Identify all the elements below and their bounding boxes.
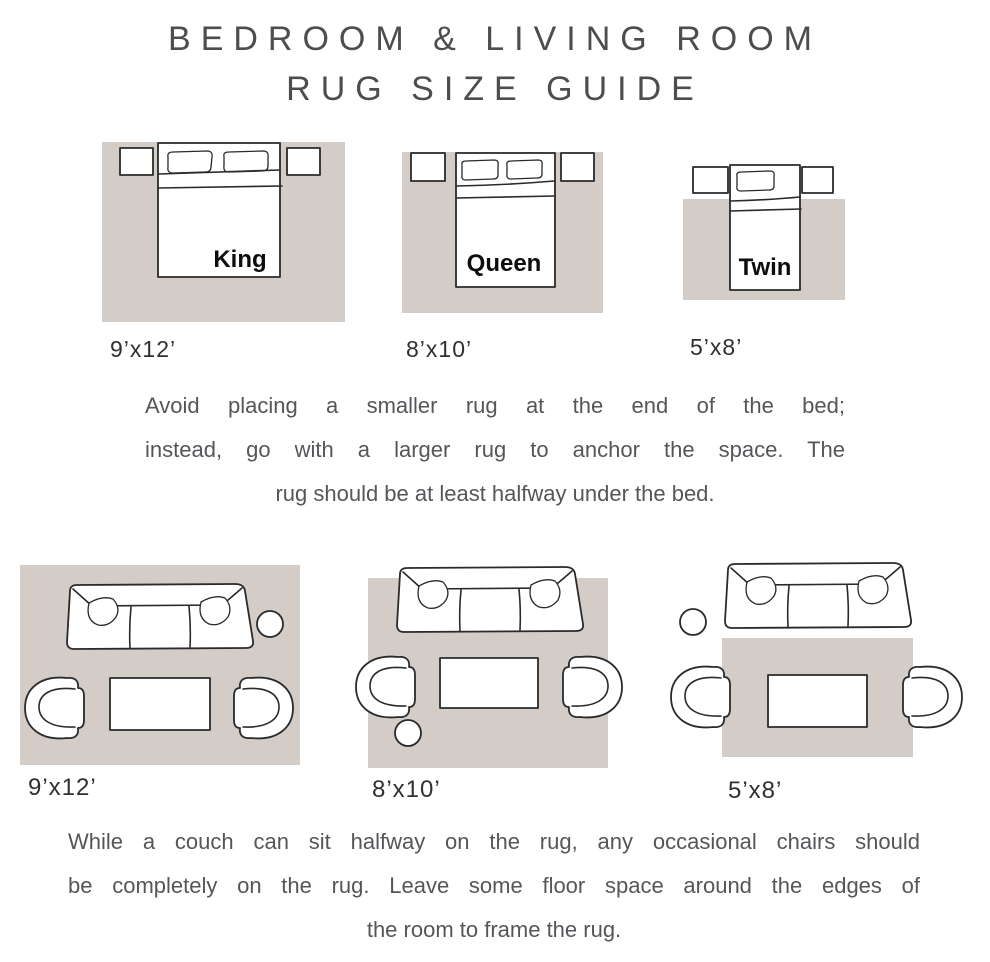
bed-size-name: Twin — [738, 254, 792, 281]
sofa-icon — [397, 567, 583, 632]
bedroom-note-line-3: rug should be at least halfway under the bed. — [275, 481, 715, 506]
armchair-icon — [234, 678, 293, 739]
rug-dimension-label: 9’x12’ — [110, 336, 177, 362]
armchair-icon — [356, 657, 415, 718]
pillow-icon — [168, 151, 212, 173]
living-note-line-1: While a couch can sit halfway on the rug, any occasional chairs should — [68, 829, 920, 854]
side-table-icon — [395, 720, 421, 746]
sofa-icon — [67, 584, 253, 649]
living-note — [68, 820, 920, 952]
pillow-icon — [507, 160, 542, 179]
bedroom-note-line-2: instead, go with a larger rug to anchor the space. The — [145, 437, 845, 462]
living-room-9x12-diagram — [15, 560, 307, 772]
rug-dimension-label: 9’x12’ — [28, 774, 97, 801]
pillow-icon — [462, 160, 498, 180]
pillow-icon — [737, 171, 774, 191]
coffee-table-icon — [110, 678, 210, 730]
rug-dimension-label: 8’x10’ — [406, 336, 473, 362]
nightstand-icon — [561, 153, 594, 181]
living-room-8x10-diagram — [348, 555, 628, 775]
armchair-icon — [903, 667, 962, 728]
living-note-line-2: be completely on the rug. Leave some floor space around the edges of — [68, 873, 920, 898]
nightstand-icon — [802, 167, 833, 193]
twin-bed-diagram — [678, 160, 854, 306]
armchair-icon — [563, 657, 622, 718]
living-room-5x8-diagram — [658, 548, 980, 775]
coffee-table-icon — [768, 675, 867, 727]
page-title — [0, 14, 990, 114]
bed-size-name: King — [213, 246, 267, 273]
rug-dimension-label: 5’x8’ — [690, 334, 743, 360]
sofa-icon — [725, 563, 911, 628]
king-bed-diagram — [96, 136, 352, 330]
armchair-icon — [671, 667, 730, 728]
pillow-icon — [224, 151, 268, 172]
living-note-line-3: the room to frame the rug. — [366, 917, 622, 942]
page-title-line-2: RUG SIZE GUIDE — [286, 70, 704, 108]
rug-dimension-label: 8’x10’ — [372, 776, 441, 803]
rug-dimension-label: 5’x8’ — [728, 777, 783, 804]
page-title-line-1: BEDROOM & LIVING ROOM — [168, 20, 822, 58]
bedroom-note — [145, 384, 845, 516]
coffee-table-icon — [440, 658, 538, 708]
nightstand-icon — [120, 148, 153, 175]
armchair-icon — [25, 678, 84, 739]
nightstand-icon — [287, 148, 320, 175]
side-table-icon — [257, 611, 283, 637]
side-table-icon — [680, 609, 706, 635]
nightstand-icon — [693, 167, 728, 193]
bedroom-note-line-1: Avoid placing a smaller rug at the end of the bed; — [145, 393, 845, 418]
nightstand-icon — [411, 153, 445, 181]
bed-size-name: Queen — [466, 250, 542, 277]
queen-bed-diagram — [398, 148, 610, 318]
